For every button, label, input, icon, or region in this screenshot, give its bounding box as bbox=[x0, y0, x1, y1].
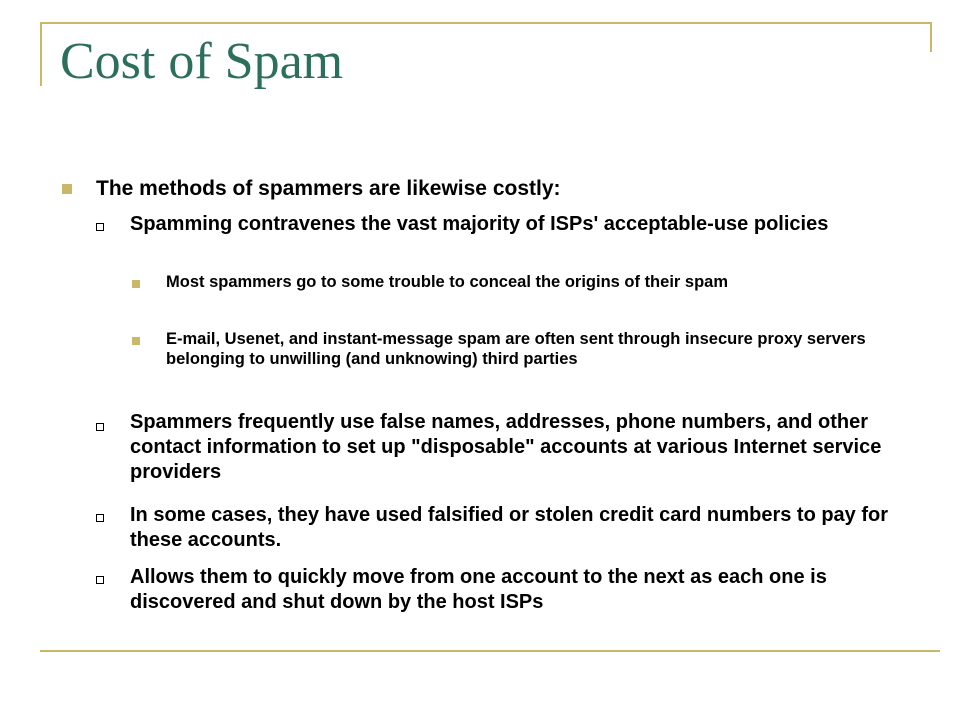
bullet-level2 bbox=[130, 565, 910, 615]
square-bullet-icon bbox=[62, 184, 72, 194]
bullet-level1 bbox=[96, 176, 916, 202]
bottom-rule bbox=[40, 650, 940, 652]
right-rule bbox=[930, 22, 932, 52]
hollow-square-bullet-icon bbox=[96, 423, 104, 431]
hollow-square-bullet-icon bbox=[96, 223, 104, 231]
bullet-level3 bbox=[166, 272, 886, 292]
top-rule bbox=[40, 22, 932, 24]
left-rule bbox=[40, 22, 42, 86]
bullet-text: Allows them to quickly move from one account to the next as each one is discovered and shut down by the host ISPs bbox=[130, 566, 827, 613]
bullet-text: E-mail, Usenet, and instant-message spam are often sent through insecure proxy servers belonging to unwilling (and unknowing) third parties bbox=[166, 330, 866, 368]
small-square-bullet-icon bbox=[132, 280, 140, 288]
bullet-level2 bbox=[130, 212, 910, 237]
bullet-level2 bbox=[130, 503, 910, 553]
bullet-text: Spamming contravenes the vast majority of ISPs' acceptable-use policies bbox=[130, 213, 829, 235]
bullet-text: Spammers frequently use false names, addresses, phone numbers, and other contact information to set up "disposable" accounts at various Internet service providers bbox=[130, 411, 882, 483]
bullet-level3 bbox=[166, 329, 886, 369]
small-square-bullet-icon bbox=[132, 337, 140, 345]
bullet-text: Most spammers go to some trouble to conceal the origins of their spam bbox=[166, 273, 729, 291]
bullet-text: In some cases, they have used falsified or stolen credit card numbers to pay for these accounts. bbox=[130, 504, 889, 551]
slide-title: Cost of Spam bbox=[60, 33, 344, 90]
hollow-square-bullet-icon bbox=[96, 576, 104, 584]
hollow-square-bullet-icon bbox=[96, 514, 104, 522]
bullet-level2 bbox=[130, 410, 910, 485]
bullet-text: The methods of spammers are likewise costly: bbox=[96, 177, 561, 200]
